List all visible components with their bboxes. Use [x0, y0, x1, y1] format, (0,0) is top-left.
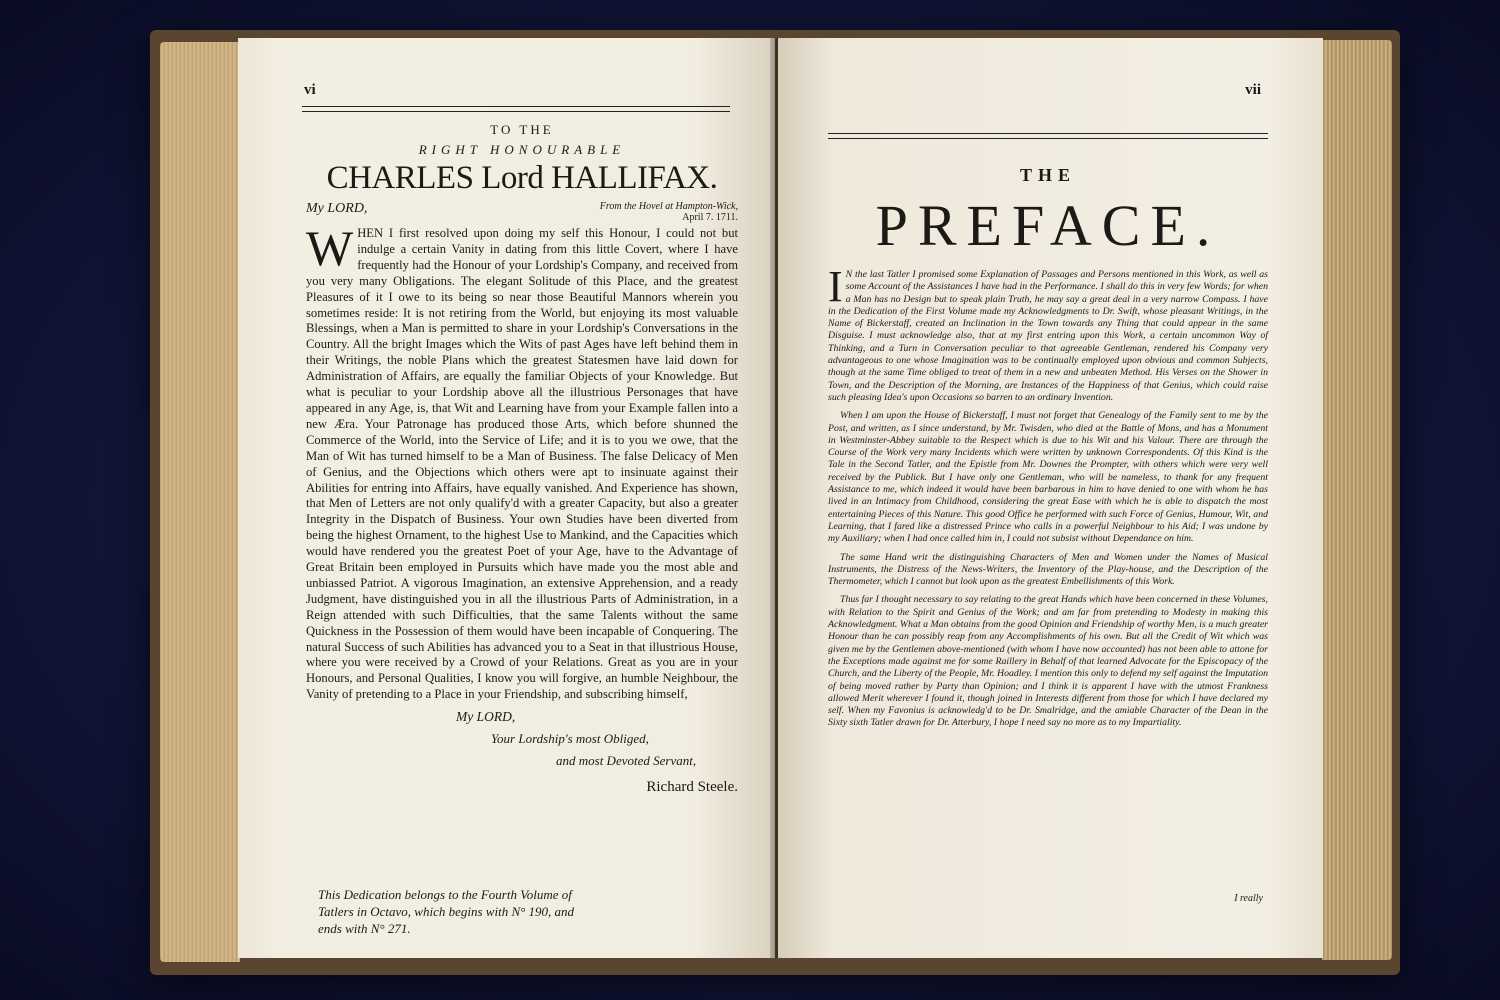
drop-cap: W [306, 220, 354, 276]
page-number-right: vii [1245, 82, 1261, 98]
preface-paragraph: The same Hand writ the distinguishing Characters of Men and Women under the Names of Musical Instruments, the Distress of the News-Writers, the Inventory of the Play-house, and the Description of the Thermometer, which I cannot but look upon as the greatest Embellishments of this Work. [828, 551, 1268, 588]
dedication-body [306, 220, 738, 703]
dateline-date: April 7. 1711. [682, 212, 738, 223]
header-rule-thin [302, 111, 730, 112]
preface-paragraph: When I am upon the House of Bickerstaff, I must not forget that Genealogy of the Family sent to me by the Post, and written, as I since understand, by Mr. Twisden, who died at the Battle of Mons, and has a Monument in Westminster-Abbey suitable to the Respect which is due to his Wit and his Valour. There are through the Course of the Work very many Incidents which were written by unknown Correspondents. Of this Kind is the Tale in the Second Tatler, and the Epistle from Mr. Downes the Prompter, with others which were very well received by the Publick. But I have only one Gentleman, who will be nameless, to thank for any frequent Assistance to me, which indeed it would have been barbarous in him to have denied to one with whom he has lived in an Intimacy from Childhood, considering the great Ease with which he is able to dispatch the most entertaining Pieces of this Nature. This good Office he performed with such Force of Genius, Humour, Wit, and Learning, that I fared like a distressed Prince who calls in a powerful Neighbour to his Aid; I was undone by my Auxiliary; when I had once called him in, I could not subsist without Dependance on him. [828, 410, 1268, 545]
dedication-to: TO THE [490, 122, 554, 137]
preface-body [828, 262, 1268, 730]
right-page [778, 38, 1323, 958]
preface-paragraph: Thus far I thought necessary to say relating to the great Hands which have been concerned in these Volumes, with Relation to the Spirit and Genius of the Work; and am far from pretending to Modesty in making this Acknowledgment. What a Man obtains from the good Opinion and Friendship of worthy Men, is a much greater Honour than he can possibly reap from any Accomplishments of his own. But all the Credit of Wit which was given me by the Gentlemen above-mentioned (with whom I have now accounted) has not been able to attone for the Exceptions made against me for some Raillery in Behalf of that learned Advocate for the Episcopacy of the Church, and the Liberty of the People, Mr. Hoadley. I mention this only to defend my self against the Imputation of being moved rather by Party than Opinion; and I think it is apparent I have with the utmost Frankness allowed Merit wherever I found it, though joined in Interests different from those for which I have declared my self. When my Favonius is acknowledg'd to be Dr. Smalridge, and the amiable Character of the Dean in the Sixty sixth Tatler drawn for Dr. Atterbury, I hope I need say no more as to my Impartiality. [828, 594, 1268, 729]
salutation: My LORD, [306, 201, 368, 216]
catchword: I really [1234, 893, 1263, 904]
left-page [238, 38, 775, 958]
preface-title: PREFACE. [875, 193, 1221, 258]
dateline [600, 201, 738, 223]
closing-line-2: and most Devoted Servant, [556, 753, 697, 769]
signature: Richard Steele. [646, 779, 738, 796]
dateline-place: From the Hovel at Hampton-Wick, [599, 201, 738, 212]
dedication-text: HEN I first resolved upon doing my self this Honour, I could not but indulge a certain Vanity in dating from this little Covert, where I have frequently had the Honour of your Lordship's Company, and received from you very many Obligations. The elegant Solitude of this Place, and the greatest Pleasures of it I owe to its being so near those Beautiful Mannors wherein you sometimes reside: It is not retiring from the World, but enjoying its most valuable Blessings, when a Man is permitted to share in your Lordship's Conversations in the Country. All the bright Images which the Wits of past Ages have left behind them in their Writings, the noble Plans which the greatest Statesmen have laid down for Administration of Affairs, are equally the familiar Objects of your Knowledge. But what is peculiar to your Lordship above all the illustrious Personages that have appeared in any Age, is, that Wit and Learning have from your Example fallen into a new Æra. Your Patronage has produced those Arts, which before shunned the Commerce of the World, into the Service of Life; and it is to you we owe, that the Man of Wit has turned himself to be a Man of Business. The false Delicacy of Men of Genius, and the Objections which others were apt to insinuate against their Abilities for entring into Affairs, have equally vanished. And Experience has shown, that Men of Letters are not only qualify'd with a greater Capacity, but also a greater Integrity in the Dispatch of Business. Your own Studies have been diverted from being the highest Ornament, to the highest Use to Mankind, and the Capacities which would have rendered you the greatest Poet of your Age, have to the Advantage of Great Britain been employed in Pursuits which have made you the most able and unbiassed Patriot. A vigorous Imagination, an extensive Apprehension, and a ready Judgment, have distinguished you in all the illustrious Parts of Administration, in a Reign attended with such Difficulties, that the same Talents without the same Quickness in the Possession of them would have been incapable of Conquering. The natural Success of such Abilities has advanced you to a Seat in that illustrious House, where you were received by a Crowd of your Relations. Great as you are in your Honours, and Personal Qualities, I know you will forgive, an humble Neighbour, the Vanity of pretending to a Place in your Friendship, and subscribing himself, [306, 226, 738, 702]
closing-salutation: My LORD, [456, 709, 516, 725]
preface-the: THE [1019, 165, 1076, 185]
closing-line-1: Your Lordship's most Obliged, [491, 731, 649, 747]
preface-paragraph: I N the last Tatler I promised some Explanation of Passages and Persons mentioned in this Work, as well as some Account of the Assistances I have had in the Performance. I shall do this in very few Words; for when a Man has no Design but to speak plain Truth, he may say a great deal in a very narrow Compass. I have in the Dedication of the First Volume made my Acknowledgments to Dr. Swift, whose pleasant Writings, in the Name of Bickerstaff, created an Inclination in the Town towards any Thing that could appear in the same Disguise. I must acknowledge also, that at my first entring upon this Work, a certain uncommon Way of Thinking, and a Turn in Conversation peculiar to that agreeable Gentleman, rendered his Company very advantageous to one whose Imagination was to be continually employed upon obvious and common Subjects, though at the same Time obliged to treat of them in a new and unbeaten Method. His Verses on the Shower in Town, and the Description of the Morning, are Instances of the Happiness of that Genius, which could raise such pleasing Idea's upon Occasions so barren to an ordinary Invention. [828, 262, 1268, 403]
right-page-edges [1322, 40, 1392, 960]
footnote: This Dedication belongs to the Fourth Volume of Tatlers in Octavo, which begins with N° 190, and ends with N° 271. [318, 887, 575, 936]
dedication-name: CHARLES Lord HALLIFAX. [326, 160, 718, 196]
dedication-rank: RIGHT HONOURABLE [418, 142, 626, 157]
page-number-left: vi [304, 82, 316, 98]
drop-cap: I [828, 262, 843, 311]
header-rule [302, 106, 730, 107]
salutation-row [306, 201, 738, 223]
dedication [306, 118, 738, 796]
preface [828, 133, 1268, 736]
left-page-edges [160, 42, 240, 962]
